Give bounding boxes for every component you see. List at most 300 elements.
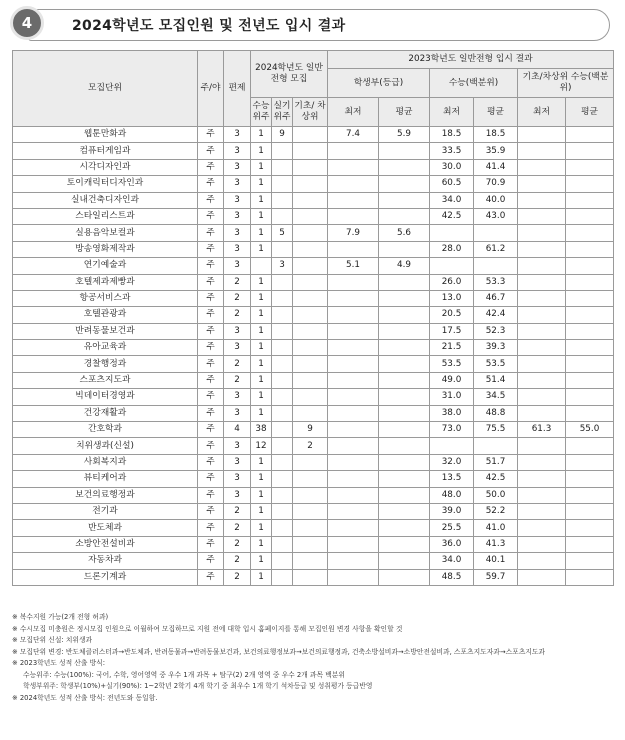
cell-sr-min xyxy=(328,438,379,454)
cell-dn: 주 xyxy=(198,553,224,569)
cell-b-min xyxy=(518,356,566,372)
header-dept: 모집단위 xyxy=(13,51,198,127)
cell-cs-avg: 59.7 xyxy=(474,569,518,585)
table-row xyxy=(13,520,614,536)
cell-quota: 4 xyxy=(224,422,251,438)
header-sr-min: 최저 xyxy=(328,98,379,127)
cell-quota: 2 xyxy=(224,569,251,585)
cell-dn: 주 xyxy=(198,290,224,306)
cell-quota: 2 xyxy=(224,553,251,569)
cell-dn: 주 xyxy=(198,208,224,224)
cell-basic xyxy=(293,208,328,224)
cell-dn: 주 xyxy=(198,520,224,536)
footnote-line: ※ 수시모집 미충원은 정시모집 인원으로 이월하여 모집하므로 지원 전에 대학 입시 홈페이지를 통해 모집인원 변경 사항을 확인할 것 xyxy=(12,624,403,633)
table-row xyxy=(13,553,614,569)
cell-dept: 치위생과(신설) xyxy=(13,438,198,454)
cell-basic xyxy=(293,159,328,175)
cell-sr-avg xyxy=(379,208,430,224)
cell-quota: 3 xyxy=(224,208,251,224)
cell-quota: 3 xyxy=(224,389,251,405)
cell-b-min xyxy=(518,569,566,585)
cell-prac xyxy=(272,192,293,208)
cell-basic xyxy=(293,274,328,290)
cell-csat: 1 xyxy=(251,176,272,192)
cell-cs-avg xyxy=(474,225,518,241)
cell-b-min xyxy=(518,290,566,306)
header-csat: 수능(백분위) xyxy=(430,69,518,98)
cell-sr-avg xyxy=(379,356,430,372)
cell-prac xyxy=(272,323,293,339)
table-body xyxy=(13,127,614,586)
cell-csat: 1 xyxy=(251,192,272,208)
cell-b-avg xyxy=(566,405,614,421)
cell-dept: 전기과 xyxy=(13,503,198,519)
cell-quota: 3 xyxy=(224,143,251,159)
footnote-line: ※ 모집단위 신설: 치위생과 xyxy=(12,636,93,644)
footnote-line: ※ 복수지원 가능(2개 전형 허과) xyxy=(12,613,109,621)
cell-sr-min xyxy=(328,569,379,585)
cell-quota: 3 xyxy=(224,258,251,274)
cell-quota: 2 xyxy=(224,372,251,388)
cell-csat: 1 xyxy=(251,389,272,405)
cell-dept: 웹툰만화과 xyxy=(13,127,198,143)
cell-cs-avg: 70.9 xyxy=(474,176,518,192)
cell-csat: 38 xyxy=(251,422,272,438)
cell-b-avg xyxy=(566,356,614,372)
cell-sr-min xyxy=(328,487,379,503)
cell-dept: 간호학과 xyxy=(13,422,198,438)
cell-sr-min xyxy=(328,405,379,421)
cell-b-min xyxy=(518,208,566,224)
cell-b-avg xyxy=(566,536,614,552)
section-header xyxy=(10,6,610,42)
cell-b-min xyxy=(518,258,566,274)
header-basic-csat: 기초/차상위 수능(백분위) xyxy=(518,69,614,98)
cell-sr-min: 5.1 xyxy=(328,258,379,274)
cell-cs-avg xyxy=(474,438,518,454)
cell-cs-min: 33.5 xyxy=(430,143,474,159)
cell-b-min xyxy=(518,438,566,454)
cell-cs-avg: 39.3 xyxy=(474,340,518,356)
cell-cs-avg: 18.5 xyxy=(474,127,518,143)
cell-sr-min xyxy=(328,389,379,405)
cell-sr-min xyxy=(328,290,379,306)
cell-dn: 주 xyxy=(198,438,224,454)
cell-dn: 주 xyxy=(198,225,224,241)
cell-cs-avg: 34.5 xyxy=(474,389,518,405)
cell-cs-min: 30.0 xyxy=(430,159,474,175)
header-plan-basic: 기초/ 차상위 xyxy=(293,98,328,127)
cell-cs-min xyxy=(430,438,474,454)
cell-sr-avg xyxy=(379,323,430,339)
cell-quota: 3 xyxy=(224,487,251,503)
cell-csat: 1 xyxy=(251,290,272,306)
cell-b-avg xyxy=(566,323,614,339)
cell-csat: 1 xyxy=(251,307,272,323)
cell-prac xyxy=(272,536,293,552)
cell-csat: 1 xyxy=(251,356,272,372)
cell-dept: 시각디자인과 xyxy=(13,159,198,175)
cell-b-min xyxy=(518,389,566,405)
cell-cs-avg: 53.5 xyxy=(474,356,518,372)
cell-sr-min xyxy=(328,208,379,224)
cell-dept: 실용음악보컬과 xyxy=(13,225,198,241)
cell-prac xyxy=(272,405,293,421)
header-plan-2024: 2024학년도 일반전형 모집 xyxy=(251,51,328,98)
cell-quota: 3 xyxy=(224,340,251,356)
table-row xyxy=(13,143,614,159)
cell-sr-min: 7.4 xyxy=(328,127,379,143)
cell-csat: 1 xyxy=(251,487,272,503)
header-plan-csat: 수능 위주 xyxy=(251,98,272,127)
cell-csat: 1 xyxy=(251,159,272,175)
cell-quota: 2 xyxy=(224,536,251,552)
cell-sr-min xyxy=(328,274,379,290)
cell-b-min xyxy=(518,503,566,519)
header-cs-min: 최저 xyxy=(430,98,474,127)
cell-quota: 3 xyxy=(224,127,251,143)
table-row xyxy=(13,405,614,421)
cell-csat: 1 xyxy=(251,503,272,519)
table-row xyxy=(13,127,614,143)
cell-sr-avg xyxy=(379,553,430,569)
cell-cs-min: 48.5 xyxy=(430,569,474,585)
cell-csat: 1 xyxy=(251,143,272,159)
cell-dept: 반려동물보건과 xyxy=(13,323,198,339)
cell-sr-min xyxy=(328,241,379,257)
cell-dn: 주 xyxy=(198,143,224,159)
cell-b-avg xyxy=(566,389,614,405)
cell-b-min xyxy=(518,241,566,257)
cell-cs-min: 18.5 xyxy=(430,127,474,143)
cell-dept: 실내건축디자인과 xyxy=(13,192,198,208)
cell-csat: 1 xyxy=(251,372,272,388)
cell-cs-avg: 48.8 xyxy=(474,405,518,421)
cell-quota: 2 xyxy=(224,307,251,323)
table-row xyxy=(13,356,614,372)
cell-csat: 1 xyxy=(251,405,272,421)
cell-dept: 스타일리스트과 xyxy=(13,208,198,224)
cell-prac xyxy=(272,389,293,405)
cell-basic xyxy=(293,454,328,470)
cell-dept: 보건의료행정과 xyxy=(13,487,198,503)
cell-dn: 주 xyxy=(198,241,224,257)
cell-sr-avg xyxy=(379,438,430,454)
cell-cs-min: 38.0 xyxy=(430,405,474,421)
table-row xyxy=(13,176,614,192)
table-row xyxy=(13,290,614,306)
cell-basic xyxy=(293,225,328,241)
cell-basic xyxy=(293,192,328,208)
cell-prac xyxy=(272,340,293,356)
cell-csat: 1 xyxy=(251,340,272,356)
cell-dn: 주 xyxy=(198,536,224,552)
header-sr-avg: 평균 xyxy=(379,98,430,127)
cell-prac: 3 xyxy=(272,258,293,274)
footnote-line: ※ 모집단위 변경: 반도체클러스터과→반도체과, 반려동물과→반려동물보건과, 보건의료행정보과→보건의료행정과, 건축소방설비과→소방안전설비과, 스포츠지도자과→스포츠지도과 xyxy=(12,647,545,656)
cell-dn: 주 xyxy=(198,422,224,438)
cell-basic xyxy=(293,241,328,257)
cell-quota: 3 xyxy=(224,471,251,487)
cell-cs-avg: 52.3 xyxy=(474,323,518,339)
cell-b-avg xyxy=(566,176,614,192)
cell-sr-min xyxy=(328,503,379,519)
cell-cs-avg: 51.4 xyxy=(474,372,518,388)
cell-csat: 1 xyxy=(251,127,272,143)
cell-b-min xyxy=(518,127,566,143)
cell-dn: 주 xyxy=(198,569,224,585)
cell-sr-avg xyxy=(379,372,430,388)
cell-b-min xyxy=(518,553,566,569)
table-row xyxy=(13,438,614,454)
cell-cs-min: 28.0 xyxy=(430,241,474,257)
footnote-line: ※ 2023학년도 성적 산출 방식: xyxy=(12,659,106,667)
cell-basic xyxy=(293,536,328,552)
cell-basic xyxy=(293,553,328,569)
cell-cs-min: 36.0 xyxy=(430,536,474,552)
cell-sr-min xyxy=(328,340,379,356)
cell-dept: 방송영화제작과 xyxy=(13,241,198,257)
cell-sr-avg xyxy=(379,422,430,438)
cell-prac: 5 xyxy=(272,225,293,241)
cell-cs-min: 20.5 xyxy=(430,307,474,323)
cell-basic xyxy=(293,471,328,487)
cell-b-min xyxy=(518,487,566,503)
cell-prac xyxy=(272,290,293,306)
table-row xyxy=(13,241,614,257)
cell-prac xyxy=(272,372,293,388)
cell-cs-min: 21.5 xyxy=(430,340,474,356)
cell-basic: 9 xyxy=(293,422,328,438)
header-cs-avg: 평균 xyxy=(474,98,518,127)
cell-dept: 연기예술과 xyxy=(13,258,198,274)
cell-b-min xyxy=(518,520,566,536)
cell-cs-min xyxy=(430,258,474,274)
footnote-line: ※ 2024학년도 성적 산출 방식: 전년도와 동일함. xyxy=(12,693,158,702)
table-row xyxy=(13,422,614,438)
cell-prac xyxy=(272,356,293,372)
cell-sr-avg xyxy=(379,290,430,306)
table-row xyxy=(13,340,614,356)
cell-sr-avg xyxy=(379,405,430,421)
cell-cs-min: 48.0 xyxy=(430,487,474,503)
cell-cs-avg: 41.3 xyxy=(474,536,518,552)
cell-cs-min: 31.0 xyxy=(430,389,474,405)
cell-b-min xyxy=(518,274,566,290)
cell-cs-avg: 75.5 xyxy=(474,422,518,438)
cell-basic xyxy=(293,487,328,503)
cell-prac xyxy=(272,454,293,470)
cell-quota: 3 xyxy=(224,241,251,257)
cell-sr-avg xyxy=(379,307,430,323)
cell-sr-avg xyxy=(379,454,430,470)
cell-sr-avg xyxy=(379,536,430,552)
cell-prac xyxy=(272,569,293,585)
cell-cs-avg: 41.0 xyxy=(474,520,518,536)
section-number-badge: 4 xyxy=(10,6,44,40)
cell-dept: 컴퓨터게임과 xyxy=(13,143,198,159)
table-row xyxy=(13,307,614,323)
cell-quota: 2 xyxy=(224,356,251,372)
cell-sr-min xyxy=(328,520,379,536)
cell-dept: 유아교육과 xyxy=(13,340,198,356)
cell-b-avg xyxy=(566,503,614,519)
cell-basic xyxy=(293,143,328,159)
cell-cs-min: 60.5 xyxy=(430,176,474,192)
header-quota: 편제 xyxy=(224,51,251,127)
cell-cs-min: 17.5 xyxy=(430,323,474,339)
cell-dept: 드론기계과 xyxy=(13,569,198,585)
cell-b-avg xyxy=(566,225,614,241)
cell-dn: 주 xyxy=(198,471,224,487)
cell-prac xyxy=(272,520,293,536)
cell-dn: 주 xyxy=(198,192,224,208)
cell-cs-avg: 40.1 xyxy=(474,553,518,569)
table-row xyxy=(13,225,614,241)
cell-b-avg xyxy=(566,192,614,208)
cell-sr-min xyxy=(328,422,379,438)
cell-sr-avg xyxy=(379,503,430,519)
cell-basic: 2 xyxy=(293,438,328,454)
cell-b-min xyxy=(518,176,566,192)
cell-dept: 스포츠지도과 xyxy=(13,372,198,388)
header-b-min: 최저 xyxy=(518,98,566,127)
cell-cs-avg: 61.2 xyxy=(474,241,518,257)
cell-sr-min xyxy=(328,143,379,159)
cell-b-avg xyxy=(566,372,614,388)
header-school-record: 학생부(등급) xyxy=(328,69,430,98)
cell-basic xyxy=(293,356,328,372)
cell-b-avg xyxy=(566,520,614,536)
cell-sr-min xyxy=(328,176,379,192)
cell-cs-min: 25.5 xyxy=(430,520,474,536)
cell-cs-min: 73.0 xyxy=(430,422,474,438)
cell-b-avg xyxy=(566,258,614,274)
table-row xyxy=(13,258,614,274)
cell-sr-min xyxy=(328,454,379,470)
cell-prac xyxy=(272,553,293,569)
cell-basic xyxy=(293,176,328,192)
cell-basic xyxy=(293,389,328,405)
cell-quota: 3 xyxy=(224,454,251,470)
cell-prac xyxy=(272,241,293,257)
cell-b-min xyxy=(518,536,566,552)
table-row xyxy=(13,503,614,519)
cell-sr-min xyxy=(328,307,379,323)
table-row xyxy=(13,487,614,503)
cell-basic xyxy=(293,127,328,143)
cell-csat: 1 xyxy=(251,471,272,487)
cell-b-min xyxy=(518,307,566,323)
cell-b-avg xyxy=(566,487,614,503)
cell-prac xyxy=(272,307,293,323)
cell-dn: 주 xyxy=(198,127,224,143)
cell-dept: 빅데이터경영과 xyxy=(13,389,198,405)
cell-quota: 3 xyxy=(224,405,251,421)
cell-cs-min: 49.0 xyxy=(430,372,474,388)
cell-b-min xyxy=(518,225,566,241)
cell-basic xyxy=(293,503,328,519)
cell-sr-avg xyxy=(379,389,430,405)
cell-prac xyxy=(272,438,293,454)
cell-sr-avg xyxy=(379,159,430,175)
cell-sr-min xyxy=(328,372,379,388)
cell-dn: 주 xyxy=(198,405,224,421)
header-plan-practical: 실기 위주 xyxy=(272,98,293,127)
cell-b-avg xyxy=(566,569,614,585)
table-row xyxy=(13,372,614,388)
cell-sr-min xyxy=(328,159,379,175)
table-row xyxy=(13,569,614,585)
cell-quota: 3 xyxy=(224,159,251,175)
header-result-2023: 2023학년도 일반전형 입시 결과 xyxy=(328,51,614,69)
cell-cs-avg: 51.7 xyxy=(474,454,518,470)
cell-b-min xyxy=(518,192,566,208)
cell-sr-avg: 4.9 xyxy=(379,258,430,274)
cell-sr-avg xyxy=(379,471,430,487)
cell-cs-avg: 53.3 xyxy=(474,274,518,290)
cell-dn: 주 xyxy=(198,323,224,339)
cell-b-min xyxy=(518,454,566,470)
cell-basic xyxy=(293,258,328,274)
cell-b-min xyxy=(518,143,566,159)
cell-dn: 주 xyxy=(198,307,224,323)
cell-cs-avg: 50.0 xyxy=(474,487,518,503)
cell-dn: 주 xyxy=(198,176,224,192)
header-b-avg: 평균 xyxy=(566,98,614,127)
table-row xyxy=(13,192,614,208)
cell-dn: 주 xyxy=(198,258,224,274)
cell-csat: 1 xyxy=(251,225,272,241)
footnote-line: 학생부위주: 학생부(10%)+실기(90%): 1~2학년 2학기 4개 학기 중 최우수 1개 학기 석차등급 및 성취평가 등급반영 xyxy=(23,682,373,690)
table-row xyxy=(13,323,614,339)
cell-cs-min: 32.0 xyxy=(430,454,474,470)
cell-basic xyxy=(293,520,328,536)
cell-dn: 주 xyxy=(198,356,224,372)
cell-cs-avg: 40.0 xyxy=(474,192,518,208)
cell-csat: 1 xyxy=(251,241,272,257)
cell-b-min: 61.3 xyxy=(518,422,566,438)
cell-dept: 호텔관광과 xyxy=(13,307,198,323)
cell-dn: 주 xyxy=(198,503,224,519)
cell-cs-avg: 42.5 xyxy=(474,471,518,487)
cell-dept: 항공서비스과 xyxy=(13,290,198,306)
cell-cs-min: 42.5 xyxy=(430,208,474,224)
footnotes xyxy=(12,612,613,704)
cell-quota: 3 xyxy=(224,176,251,192)
cell-b-avg xyxy=(566,454,614,470)
cell-dept: 경찰행정과 xyxy=(13,356,198,372)
cell-b-avg xyxy=(566,307,614,323)
cell-sr-min xyxy=(328,553,379,569)
cell-sr-min xyxy=(328,356,379,372)
cell-cs-avg: 42.4 xyxy=(474,307,518,323)
admission-table xyxy=(12,50,614,586)
cell-dept: 자동차과 xyxy=(13,553,198,569)
cell-cs-min: 34.0 xyxy=(430,192,474,208)
section-title: 2024학년도 모집인원 및 전년도 입시 결과 xyxy=(72,18,346,34)
cell-cs-min: 39.0 xyxy=(430,503,474,519)
cell-b-min xyxy=(518,159,566,175)
cell-sr-avg xyxy=(379,143,430,159)
cell-cs-avg: 46.7 xyxy=(474,290,518,306)
cell-cs-avg xyxy=(474,258,518,274)
cell-cs-min: 26.0 xyxy=(430,274,474,290)
cell-dept: 뷰티케어과 xyxy=(13,471,198,487)
cell-dept: 호텔제과제빵과 xyxy=(13,274,198,290)
cell-quota: 3 xyxy=(224,225,251,241)
footnote-line: 수능위주: 수능(100%): 국어, 수학, 영어영역 중 우수 1개 과목 + 탐구(2) 2개 영역 중 우수 2개 과목 백분위 xyxy=(23,670,345,679)
